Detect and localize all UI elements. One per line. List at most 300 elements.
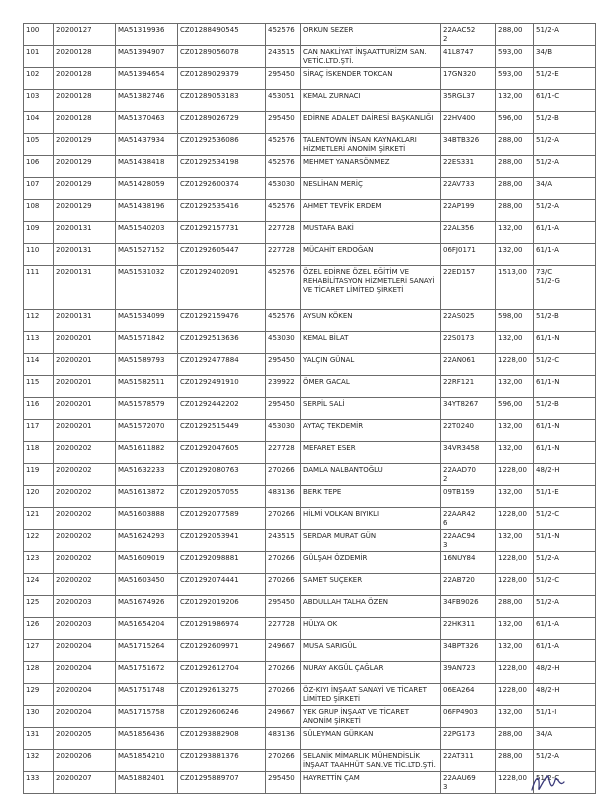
name-cell: SÜLEYMAN GÜRKAN xyxy=(301,728,441,750)
row-number-cell: 100 xyxy=(24,24,54,46)
serial-no-cell: MA51632233 xyxy=(116,464,178,486)
name-cell: MUSTAFA BAKİ xyxy=(301,222,441,244)
fine-date-cell: 20200201 xyxy=(54,376,116,398)
fine-date-cell: 20200203 xyxy=(54,596,116,618)
amount-cell: 132,00 xyxy=(496,706,534,728)
amount-cell: 132,00 xyxy=(496,332,534,354)
table-row xyxy=(24,112,596,134)
plate-cell: 22AAR42 6 xyxy=(441,508,496,530)
serial-no-cell: MA51624293 xyxy=(116,530,178,552)
fine-date-cell: 20200131 xyxy=(54,310,116,332)
amount-cell: 596,00 xyxy=(496,112,534,134)
fine-date-cell: 20200202 xyxy=(54,530,116,552)
article-cell: 48/2-H xyxy=(534,662,596,684)
code-cell: 270266 xyxy=(266,574,301,596)
row-number-cell: 101 xyxy=(24,46,54,68)
register-table xyxy=(23,23,596,794)
serial-no-cell: MA51572070 xyxy=(116,420,178,442)
receipt-no-cell: CZ01292098881 xyxy=(178,552,266,574)
fine-date-cell: 20200127 xyxy=(54,24,116,46)
code-cell: 243515 xyxy=(266,530,301,552)
serial-no-cell: MA51394907 xyxy=(116,46,178,68)
plate-cell: 22RF121 xyxy=(441,376,496,398)
receipt-no-cell: CZ01292080763 xyxy=(178,464,266,486)
plate-cell: 34FB9026 xyxy=(441,596,496,618)
code-cell: 270266 xyxy=(266,552,301,574)
plate-cell: 22AP199 xyxy=(441,200,496,222)
receipt-no-cell: CZ01292536086 xyxy=(178,134,266,156)
table-row xyxy=(24,354,596,376)
article-cell: 51/2-A xyxy=(534,134,596,156)
receipt-no-cell: CZ01292159476 xyxy=(178,310,266,332)
article-cell: 61/1-A xyxy=(534,244,596,266)
plate-cell: 34BTB326 xyxy=(441,134,496,156)
receipt-no-cell: CZ01289029379 xyxy=(178,68,266,90)
fine-date-cell: 20200128 xyxy=(54,46,116,68)
receipt-no-cell: CZ01292074441 xyxy=(178,574,266,596)
table-row xyxy=(24,684,596,706)
amount-cell: 288,00 xyxy=(496,178,534,200)
row-number-cell: 107 xyxy=(24,178,54,200)
amount-cell: 288,00 xyxy=(496,200,534,222)
article-cell: 51/2-A xyxy=(534,200,596,222)
article-cell: 51/1-N xyxy=(534,530,596,552)
code-cell: 227728 xyxy=(266,442,301,464)
code-cell: 270266 xyxy=(266,662,301,684)
table-row xyxy=(24,90,596,112)
code-cell: 243515 xyxy=(266,46,301,68)
amount-cell: 593,00 xyxy=(496,68,534,90)
amount-cell: 132,00 xyxy=(496,376,534,398)
serial-no-cell: MA51437934 xyxy=(116,134,178,156)
name-cell: SERPİL SALİ xyxy=(301,398,441,420)
code-cell: 452576 xyxy=(266,266,301,310)
serial-no-cell: MA51571842 xyxy=(116,332,178,354)
name-cell: SİRAÇ İSKENDER TOKCAN xyxy=(301,68,441,90)
fine-date-cell: 20200204 xyxy=(54,662,116,684)
table-row xyxy=(24,530,596,552)
amount-cell: 1228,00 xyxy=(496,684,534,706)
article-cell: 51/2-C xyxy=(534,354,596,376)
row-number-cell: 123 xyxy=(24,552,54,574)
article-cell: 61/1-C xyxy=(534,90,596,112)
article-cell: 61/1-N xyxy=(534,376,596,398)
row-number-cell: 111 xyxy=(24,266,54,310)
row-number-cell: 121 xyxy=(24,508,54,530)
name-cell: YEK GRUP İNŞAAT VE TİCARET ANONİM ŞİRKETİ xyxy=(301,706,441,728)
row-number-cell: 117 xyxy=(24,420,54,442)
fine-date-cell: 20200128 xyxy=(54,112,116,134)
row-number-cell: 113 xyxy=(24,332,54,354)
traffic-fine-register xyxy=(23,23,595,794)
name-cell: SELANİK MİMARLIK MÜHENDİSLİK İNŞAAT TAAHHÜT SAN.VE TİC.LTD.ŞTİ. xyxy=(301,750,441,772)
code-cell: 227728 xyxy=(266,244,301,266)
name-cell: EDİRNE ADALET DAİRESİ BAŞKANLIĞI xyxy=(301,112,441,134)
table-row xyxy=(24,376,596,398)
table-row xyxy=(24,750,596,772)
row-number-cell: 104 xyxy=(24,112,54,134)
serial-no-cell: MA51611882 xyxy=(116,442,178,464)
fine-date-cell: 20200201 xyxy=(54,332,116,354)
code-cell: 295450 xyxy=(266,112,301,134)
row-number-cell: 103 xyxy=(24,90,54,112)
serial-no-cell: MA51882401 xyxy=(116,772,178,794)
receipt-no-cell: CZ01292534198 xyxy=(178,156,266,178)
amount-cell: 288,00 xyxy=(496,596,534,618)
fine-date-cell: 20200201 xyxy=(54,420,116,442)
serial-no-cell: MA51534099 xyxy=(116,310,178,332)
plate-cell: 22AS025 xyxy=(441,310,496,332)
fine-date-cell: 20200203 xyxy=(54,618,116,640)
row-number-cell: 118 xyxy=(24,442,54,464)
serial-no-cell: MA51654204 xyxy=(116,618,178,640)
serial-no-cell: MA51751672 xyxy=(116,662,178,684)
article-cell: 51/2-B xyxy=(534,112,596,134)
article-cell: 51/2-C xyxy=(534,574,596,596)
row-number-cell: 120 xyxy=(24,486,54,508)
row-number-cell: 132 xyxy=(24,750,54,772)
amount-cell: 132,00 xyxy=(496,420,534,442)
code-cell: 239922 xyxy=(266,376,301,398)
name-cell: AYTAÇ TEKDEMİR xyxy=(301,420,441,442)
code-cell: 249667 xyxy=(266,640,301,662)
table-row xyxy=(24,508,596,530)
serial-no-cell: MA51674926 xyxy=(116,596,178,618)
fine-date-cell: 20200207 xyxy=(54,772,116,794)
amount-cell: 132,00 xyxy=(496,640,534,662)
row-number-cell: 131 xyxy=(24,728,54,750)
table-row xyxy=(24,618,596,640)
fine-date-cell: 20200129 xyxy=(54,134,116,156)
table-row xyxy=(24,68,596,90)
plate-cell: 41L8747 xyxy=(441,46,496,68)
serial-no-cell: MA51540203 xyxy=(116,222,178,244)
row-number-cell: 128 xyxy=(24,662,54,684)
code-cell: 295450 xyxy=(266,354,301,376)
code-cell: 270266 xyxy=(266,684,301,706)
row-number-cell: 109 xyxy=(24,222,54,244)
name-cell: DAMLA NALBANTOĞLU xyxy=(301,464,441,486)
receipt-no-cell: CZ01292535416 xyxy=(178,200,266,222)
serial-no-cell: MA51609019 xyxy=(116,552,178,574)
plate-cell: 06FJ0171 xyxy=(441,244,496,266)
fine-date-cell: 20200201 xyxy=(54,354,116,376)
code-cell: 295450 xyxy=(266,68,301,90)
table-row xyxy=(24,662,596,684)
fine-date-cell: 20200202 xyxy=(54,442,116,464)
plate-cell: 22PG173 xyxy=(441,728,496,750)
row-number-cell: 130 xyxy=(24,706,54,728)
plate-cell: 22ES331 xyxy=(441,156,496,178)
article-cell: 61/1-A xyxy=(534,640,596,662)
plate-cell: 16NUY84 xyxy=(441,552,496,574)
amount-cell: 1228,00 xyxy=(496,354,534,376)
table-row xyxy=(24,706,596,728)
plate-cell: 09TB159 xyxy=(441,486,496,508)
name-cell: BERK TEPE xyxy=(301,486,441,508)
table-row xyxy=(24,420,596,442)
row-number-cell: 105 xyxy=(24,134,54,156)
name-cell: NESLİHAN MERİÇ xyxy=(301,178,441,200)
fine-date-cell: 20200204 xyxy=(54,684,116,706)
serial-no-cell: MA51527152 xyxy=(116,244,178,266)
receipt-no-cell: CZ01292053941 xyxy=(178,530,266,552)
amount-cell: 1228,00 xyxy=(496,662,534,684)
plate-cell: 22AT311 xyxy=(441,750,496,772)
name-cell: ÖMER GACAL xyxy=(301,376,441,398)
receipt-no-cell: CZ01292513636 xyxy=(178,332,266,354)
article-cell: 51/2-E xyxy=(534,68,596,90)
amount-cell: 1228,00 xyxy=(496,464,534,486)
code-cell: 270266 xyxy=(266,508,301,530)
table-row xyxy=(24,486,596,508)
signature-mark xyxy=(528,768,568,796)
fine-date-cell: 20200129 xyxy=(54,178,116,200)
plate-cell: 22AL356 xyxy=(441,222,496,244)
fine-date-cell: 20200128 xyxy=(54,68,116,90)
receipt-no-cell: CZ01289056078 xyxy=(178,46,266,68)
article-cell: 61/1-N xyxy=(534,332,596,354)
serial-no-cell: MA51715758 xyxy=(116,706,178,728)
plate-cell: 22AV733 xyxy=(441,178,496,200)
code-cell: 453030 xyxy=(266,178,301,200)
serial-no-cell: MA51578579 xyxy=(116,398,178,420)
serial-no-cell: MA51382746 xyxy=(116,90,178,112)
plate-cell: 22ED157 xyxy=(441,266,496,310)
plate-cell: 35RGL37 xyxy=(441,90,496,112)
name-cell: SAMET SUÇEKER xyxy=(301,574,441,596)
amount-cell: 132,00 xyxy=(496,618,534,640)
plate-cell: 06EA264 xyxy=(441,684,496,706)
article-cell: 61/1-N xyxy=(534,420,596,442)
name-cell: KEMAL BİLAT xyxy=(301,332,441,354)
fine-date-cell: 20200129 xyxy=(54,200,116,222)
code-cell: 295450 xyxy=(266,772,301,794)
article-cell: 51/2-B xyxy=(534,310,596,332)
amount-cell: 132,00 xyxy=(496,222,534,244)
name-cell: KEMAL ZURNACI xyxy=(301,90,441,112)
table-row xyxy=(24,222,596,244)
receipt-no-cell: CZ01292019206 xyxy=(178,596,266,618)
code-cell: 452576 xyxy=(266,24,301,46)
serial-no-cell: MA51582511 xyxy=(116,376,178,398)
code-cell: 227728 xyxy=(266,222,301,244)
code-cell: 452576 xyxy=(266,156,301,178)
table-row xyxy=(24,574,596,596)
serial-no-cell: MA51603450 xyxy=(116,574,178,596)
row-number-cell: 122 xyxy=(24,530,54,552)
register-rows xyxy=(24,24,596,794)
article-cell: 61/1-A xyxy=(534,222,596,244)
serial-no-cell: MA51613872 xyxy=(116,486,178,508)
receipt-no-cell: CZ01292613275 xyxy=(178,684,266,706)
name-cell: ABDULLAH TALHA ÖZEN xyxy=(301,596,441,618)
table-row xyxy=(24,728,596,750)
receipt-no-cell: CZ01292605447 xyxy=(178,244,266,266)
fine-date-cell: 20200204 xyxy=(54,640,116,662)
fine-date-cell: 20200201 xyxy=(54,398,116,420)
article-cell: 51/2-B xyxy=(534,398,596,420)
article-cell: 51/2-A xyxy=(534,24,596,46)
receipt-no-cell: CZ01292057055 xyxy=(178,486,266,508)
fine-date-cell: 20200131 xyxy=(54,244,116,266)
name-cell: HÜLYA OK xyxy=(301,618,441,640)
row-number-cell: 125 xyxy=(24,596,54,618)
row-number-cell: 124 xyxy=(24,574,54,596)
receipt-no-cell: CZ01293881376 xyxy=(178,750,266,772)
plate-cell: 22AAC94 3 xyxy=(441,530,496,552)
serial-no-cell: MA51603888 xyxy=(116,508,178,530)
plate-cell: 22AAU69 3 xyxy=(441,772,496,794)
article-cell: 61/1-N xyxy=(534,442,596,464)
table-row xyxy=(24,640,596,662)
amount-cell: 288,00 xyxy=(496,156,534,178)
row-number-cell: 102 xyxy=(24,68,54,90)
receipt-no-cell: CZ01292442202 xyxy=(178,398,266,420)
table-row xyxy=(24,46,596,68)
plate-cell: 39AN723 xyxy=(441,662,496,684)
table-row xyxy=(24,332,596,354)
code-cell: 270266 xyxy=(266,750,301,772)
code-cell: 270266 xyxy=(266,464,301,486)
article-cell: 51/1-E xyxy=(534,486,596,508)
amount-cell: 132,00 xyxy=(496,442,534,464)
code-cell: 483136 xyxy=(266,486,301,508)
amount-cell: 596,00 xyxy=(496,398,534,420)
receipt-no-cell: CZ01288490545 xyxy=(178,24,266,46)
name-cell: TALENTOWN İNSAN KAYNAKLARI HİZMETLERİ ANONİM ŞİRKETİ xyxy=(301,134,441,156)
article-cell: 73/C 51/2-G xyxy=(534,266,596,310)
name-cell: ÖZ-KIYI İNŞAAT SANAYİ VE TİCARET LİMİTED ŞİRKETİ xyxy=(301,684,441,706)
article-cell: 51/2-A xyxy=(534,552,596,574)
article-cell: 34/A xyxy=(534,178,596,200)
name-cell: ÖZEL EDİRNE ÖZEL EĞİTİM VE REHABİLİTASYON HİZMETLERİ SANAYİ VE TİCARET LİMİTED ŞİRKETİ xyxy=(301,266,441,310)
receipt-no-cell: CZ01293882908 xyxy=(178,728,266,750)
plate-cell: 22T0240 xyxy=(441,420,496,442)
plate-cell: 34YT8267 xyxy=(441,398,496,420)
name-cell: CAN NAKLİYAT İNŞAATTURİZM SAN. VETİC.LTD.ŞTİ. xyxy=(301,46,441,68)
code-cell: 453051 xyxy=(266,90,301,112)
code-cell: 227728 xyxy=(266,618,301,640)
name-cell: MUSA SARIGÜL xyxy=(301,640,441,662)
fine-date-cell: 20200131 xyxy=(54,222,116,244)
name-cell: AYSUN KÖKEN xyxy=(301,310,441,332)
serial-no-cell: MA51531032 xyxy=(116,266,178,310)
receipt-no-cell: CZ01292157731 xyxy=(178,222,266,244)
receipt-no-cell: CZ01292600374 xyxy=(178,178,266,200)
name-cell: NURAY AKGÜL ÇAĞLAR xyxy=(301,662,441,684)
table-row xyxy=(24,24,596,46)
amount-cell: 132,00 xyxy=(496,244,534,266)
serial-no-cell: MA51428059 xyxy=(116,178,178,200)
serial-no-cell: MA51589793 xyxy=(116,354,178,376)
amount-cell: 1228,00 xyxy=(496,552,534,574)
code-cell: 452576 xyxy=(266,134,301,156)
serial-no-cell: MA51854210 xyxy=(116,750,178,772)
serial-no-cell: MA51856436 xyxy=(116,728,178,750)
serial-no-cell: MA51394654 xyxy=(116,68,178,90)
amount-cell: 288,00 xyxy=(496,728,534,750)
serial-no-cell: MA51438196 xyxy=(116,200,178,222)
code-cell: 249667 xyxy=(266,706,301,728)
article-cell: 51/2-A xyxy=(534,596,596,618)
fine-date-cell: 20200204 xyxy=(54,706,116,728)
code-cell: 452576 xyxy=(266,310,301,332)
plate-cell: 22AAC52 2 xyxy=(441,24,496,46)
table-row xyxy=(24,310,596,332)
serial-no-cell: MA51438418 xyxy=(116,156,178,178)
amount-cell: 1228,00 xyxy=(496,508,534,530)
article-cell: 51/2-C xyxy=(534,772,596,794)
table-row xyxy=(24,596,596,618)
table-row xyxy=(24,178,596,200)
code-cell: 453030 xyxy=(266,332,301,354)
table-row xyxy=(24,398,596,420)
receipt-no-cell: CZ01292491910 xyxy=(178,376,266,398)
name-cell: HİLMİ VOLKAN BIYIKLI xyxy=(301,508,441,530)
code-cell: 295450 xyxy=(266,596,301,618)
name-cell: MEHMET YANARSÖNMEZ xyxy=(301,156,441,178)
row-number-cell: 114 xyxy=(24,354,54,376)
plate-cell: 22HK311 xyxy=(441,618,496,640)
name-cell: HAYRETTİN ÇAM xyxy=(301,772,441,794)
receipt-no-cell: CZ01292612704 xyxy=(178,662,266,684)
receipt-no-cell: CZ01292047605 xyxy=(178,442,266,464)
plate-cell: 22HV400 xyxy=(441,112,496,134)
plate-cell: 17GN320 xyxy=(441,68,496,90)
article-cell: 48/2-H xyxy=(534,464,596,486)
serial-no-cell: MA51370463 xyxy=(116,112,178,134)
fine-date-cell: 20200202 xyxy=(54,508,116,530)
receipt-no-cell: CZ01295889707 xyxy=(178,772,266,794)
serial-no-cell: MA51715264 xyxy=(116,640,178,662)
fine-date-cell: 20200202 xyxy=(54,574,116,596)
code-cell: 453030 xyxy=(266,420,301,442)
row-number-cell: 119 xyxy=(24,464,54,486)
name-cell: YALÇIN GÜNAL xyxy=(301,354,441,376)
fine-date-cell: 20200202 xyxy=(54,486,116,508)
name-cell: SERDAR MURAT GÜN xyxy=(301,530,441,552)
plate-cell: 22AB720 xyxy=(441,574,496,596)
amount-cell: 132,00 xyxy=(496,486,534,508)
row-number-cell: 129 xyxy=(24,684,54,706)
row-number-cell: 110 xyxy=(24,244,54,266)
table-row xyxy=(24,772,596,794)
row-number-cell: 126 xyxy=(24,618,54,640)
article-cell: 61/1-A xyxy=(534,618,596,640)
amount-cell: 288,00 xyxy=(496,750,534,772)
table-row xyxy=(24,266,596,310)
amount-cell: 1228,00 xyxy=(496,772,534,794)
row-number-cell: 108 xyxy=(24,200,54,222)
serial-no-cell: MA51319936 xyxy=(116,24,178,46)
fine-date-cell: 20200129 xyxy=(54,156,116,178)
fine-date-cell: 20200202 xyxy=(54,464,116,486)
receipt-no-cell: CZ01292609971 xyxy=(178,640,266,662)
name-cell: MEFARET ESER xyxy=(301,442,441,464)
receipt-no-cell: CZ01289026729 xyxy=(178,112,266,134)
plate-cell: 22S0173 xyxy=(441,332,496,354)
name-cell: GÜLŞAH ÖZDEMİR xyxy=(301,552,441,574)
code-cell: 452576 xyxy=(266,200,301,222)
fine-date-cell: 20200128 xyxy=(54,90,116,112)
article-cell: 34/B xyxy=(534,46,596,68)
name-cell: MÜCAHİT ERDOĞAN xyxy=(301,244,441,266)
table-row xyxy=(24,156,596,178)
row-number-cell: 115 xyxy=(24,376,54,398)
article-cell: 48/2-H xyxy=(534,684,596,706)
fine-date-cell: 20200202 xyxy=(54,552,116,574)
